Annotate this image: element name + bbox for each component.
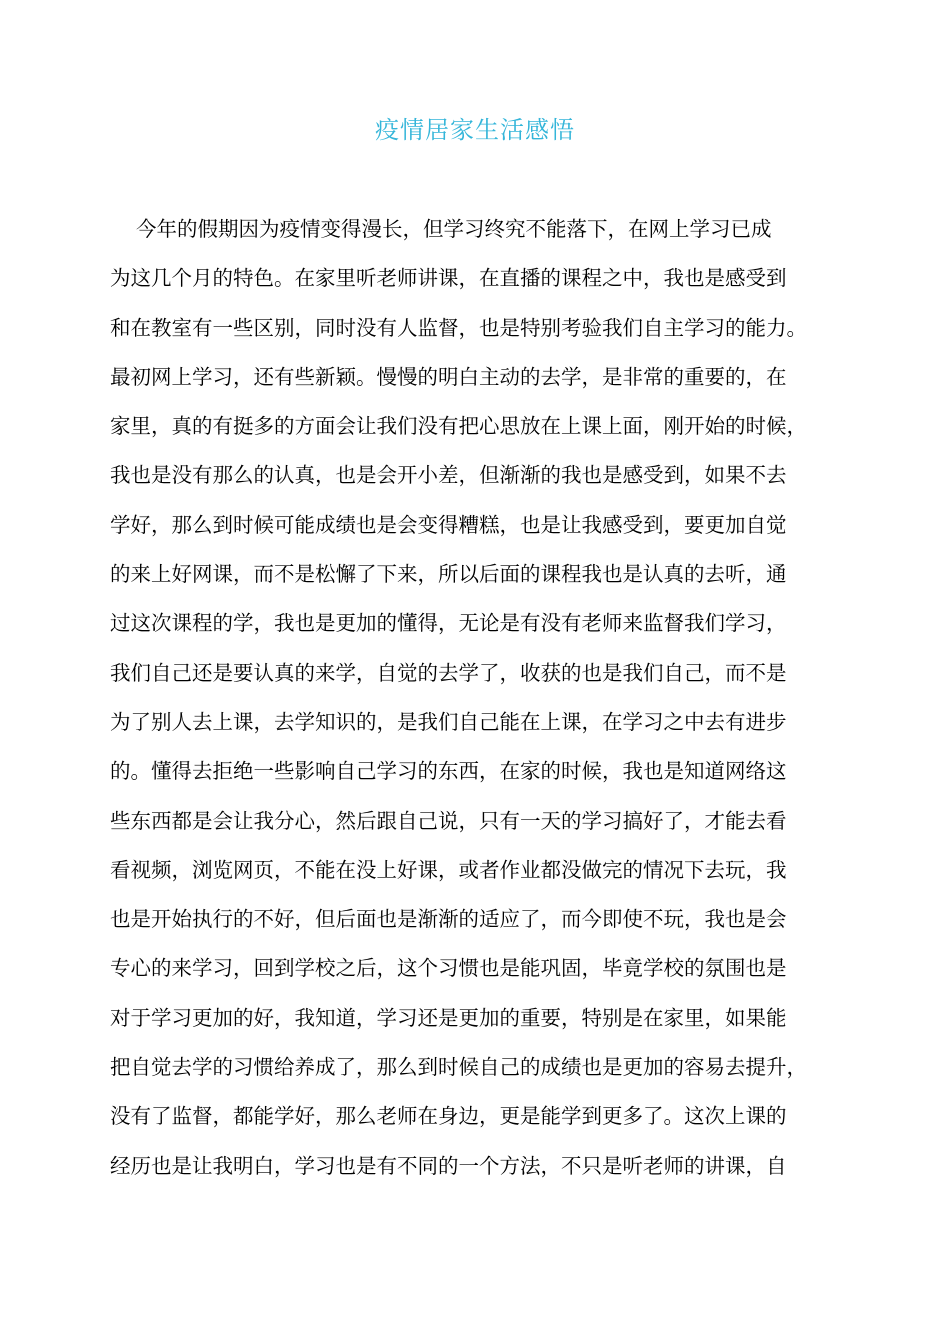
body-line: 也是开始执行的不好，但后面也是渐渐的适应了，而今即使不玩，我也是会 xyxy=(110,907,787,932)
body-line: 的来上好网课，而不是松懈了下来，所以后面的课程我也是认真的去听，通 xyxy=(110,562,787,587)
body-line: 些东西都是会让我分心，然后跟自己说，只有一天的学习搞好了，才能去看 xyxy=(110,808,787,833)
body-line: 经历也是让我明白，学习也是有不同的一个方法，不只是听老师的讲课，自 xyxy=(110,1153,787,1178)
body-line: 今年的假期因为疫情变得漫长，但学习终究不能落下，在网上学习已成 xyxy=(136,217,772,241)
body-line: 我也是没有那么的认真，也是会开小差，但渐渐的我也是感受到，如果不去 xyxy=(110,463,787,488)
body-line: 学好，那么到时候可能成绩也是会变得糟糕，也是让我感受到，要更加自觉 xyxy=(110,512,787,537)
body-line: 为这几个月的特色。在家里听老师讲课，在直播的课程之中，我也是感受到 xyxy=(110,266,787,291)
body-line: 对于学习更加的好，我知道，学习还是更加的重要，特别是在家里，如果能 xyxy=(110,1005,787,1030)
body-line: 我们自己还是要认真的来学，自觉的去学了，收获的也是我们自己，而不是 xyxy=(110,660,787,685)
body-line: 没有了监督，都能学好，那么老师在身边，更是能学到更多了。这次上课的 xyxy=(110,1104,787,1129)
body-line: 的。懂得去拒绝一些影响自己学习的东西，在家的时候，我也是知道网络这 xyxy=(110,759,787,784)
document-body xyxy=(110,205,870,1191)
body-line: 为了别人去上课，去学知识的，是我们自己能在上课，在学习之中去有进步 xyxy=(110,709,787,734)
body-line: 和在教室有一些区别，同时没有人监督，也是特别考验我们自主学习的能力。 xyxy=(110,315,807,340)
document-title: 疫情居家生活感悟 xyxy=(375,116,575,144)
body-line: 最初网上学习，还有些新颖。慢慢的明白主动的去学，是非常的重要的，在 xyxy=(110,364,787,389)
body-line: 过这次课程的学，我也是更加的懂得，无论是有没有老师来监督我们学习， xyxy=(110,611,787,636)
body-line: 看视频，浏览网页，不能在没上好课，或者作业都没做完的情况下去玩，我 xyxy=(110,857,787,882)
body-line: 把自觉去学的习惯给养成了，那么到时候自己的成绩也是更加的容易去提升， xyxy=(110,1055,807,1080)
body-line: 家里，真的有挺多的方面会让我们没有把心思放在上课上面，刚开始的时候， xyxy=(110,414,807,439)
body-line: 专心的来学习，回到学校之后，这个习惯也是能巩固，毕竟学校的氛围也是 xyxy=(110,956,787,981)
